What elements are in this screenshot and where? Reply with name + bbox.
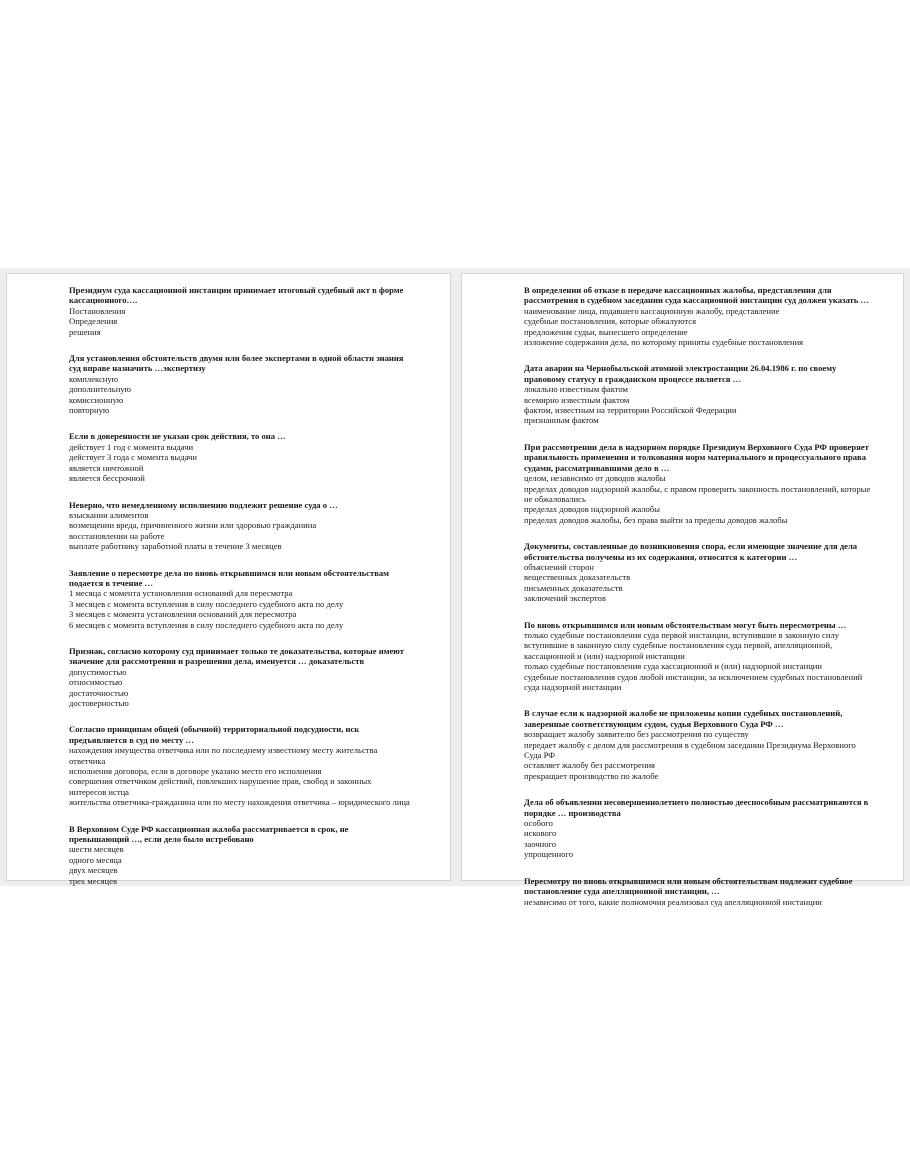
answer-option: вещественных доказательств	[524, 572, 631, 583]
question-block	[524, 541, 873, 603]
answer-option: фактом, известным на территории Российской Федерации	[524, 405, 737, 416]
question-block	[69, 568, 410, 630]
answer-option: нахождения имущества ответчика или по последнему известному месту жительства ответчика	[69, 745, 378, 766]
answer-option: комплексную	[69, 373, 119, 384]
question-block	[524, 876, 873, 907]
question-text: В случае если к надзорной жалобе не приложены копии судебных постановлений, заверенные соответствующим судом, судья Верховного Суда РФ …	[524, 708, 843, 729]
question-block	[69, 500, 410, 552]
answer-option: исполнения договора, если в договоре указано место его исполнения	[69, 766, 322, 777]
answer-option: всемирно известным фактом	[524, 394, 630, 405]
answer-option: 3 месяцев с момента установления оснований для пересмотра	[69, 609, 297, 620]
answer-option: заключений экспертов	[524, 593, 606, 604]
answer-option: передает жалобу с делом для рассмотрения в судебном заседании Президиума Верховного Суда РФ	[524, 739, 856, 761]
question-text: Заявление о пересмотре дела по вновь открывшимся или новым обстоятельствам подается в течение …	[69, 567, 390, 588]
answer-option: предложения судьи, вынесшего определение	[524, 326, 688, 337]
answer-option: только судебные постановления суда первой инстанции, вступившие в законную силу	[524, 629, 840, 640]
answer-option: действует 3 года с момента выдачи	[69, 452, 197, 463]
answer-option: действует 1 год с момента выдачи	[69, 441, 194, 452]
answer-option: наименование лица, подавшего кассационную жалобу, представление	[524, 305, 780, 316]
question-text: Пересмотру по вновь открывшимся или новым обстоятельствам подлежит судебное постановление суда апелляционной инстанции, …	[524, 875, 853, 897]
question-block	[69, 353, 410, 415]
answer-option: решения	[69, 326, 101, 337]
question-text: Согласно принципам общей (обычной) территориальной подсудности, иск предъявляется в суд по месту …	[69, 724, 360, 745]
answer-option: судебные постановления, которые обжалуются	[524, 316, 697, 327]
page-left	[6, 273, 451, 886]
answer-option: возмещении вреда, причиненного жизни или здоровью гражданина	[69, 520, 317, 531]
answer-option: достоверностью	[69, 698, 129, 708]
answer-option: пределах доводов надзорной жалобы, с правом проверить законность постановлений, которые не обжаловались	[524, 483, 871, 504]
question-text: Дела об объявлении несовершеннолетнего полностью дееспособным рассматриваются в порядке … производства	[524, 797, 869, 818]
answer-option: относимостью	[69, 677, 123, 688]
question-text: При рассмотрении дела в надзорном порядке Президиум Верховного Суда РФ проверяет правильность применения и толкования норм материального и процессуального права судами, рассматривавшими дело в …	[524, 441, 869, 473]
answer-option: пределах доводов жалобы, без права выйти за пределы доводов жалобы	[524, 514, 788, 525]
answer-option: целом, независимо от доводов жалобы	[524, 473, 666, 484]
answer-option: возвращает жалобу заявителю без рассмотрения по существу	[524, 729, 749, 740]
answer-option: 1 месяца с момента установления оснований для пересмотра	[69, 588, 293, 599]
answer-option: только судебные постановления суда кассационной и (или) надзорной инстанции	[524, 661, 823, 672]
answer-option: прекращает производство по жалобе	[524, 770, 659, 781]
question-text: Признак, согласно которому суд принимает только те доказательства, которые имеют значение для рассмотрения и разрешения дела, именуется … доказательств	[69, 645, 404, 667]
answer-option: независимо от того, какие полномочия реализовал суд апелляционной инстанции	[524, 896, 822, 907]
answer-option: шести месяцев	[69, 844, 124, 855]
answer-option: письменных доказательств	[524, 582, 623, 593]
question-block	[524, 442, 873, 525]
answer-option: объяснений сторон	[524, 561, 594, 572]
question-block	[69, 285, 410, 337]
answer-option: дополнительную	[69, 384, 132, 395]
question-block	[524, 620, 873, 693]
answer-option: выплате работнику заработной платы в течение 3 месяцев	[69, 541, 282, 552]
answer-option: совершения ответчиком действий, повлекших нарушение прав, свобод и законных интересов истца	[69, 776, 372, 797]
answer-option: упрощенного	[524, 849, 574, 860]
answer-option: Определения	[69, 316, 118, 327]
question-block	[69, 724, 410, 807]
question-block	[524, 285, 873, 347]
question-block	[69, 431, 410, 483]
answer-option: комиссионную	[69, 394, 124, 405]
answer-option: достаточностью	[69, 687, 129, 698]
answer-option: особого	[524, 818, 553, 829]
answer-option: является ничтожной	[69, 462, 144, 473]
question-block	[524, 797, 873, 859]
answer-option: судебные постановления судов любой инстанции, за исключением судебных постановлений суда надзорной инстанции	[524, 671, 863, 692]
answer-option: изложение содержания дела, по которому приняты судебные постановления	[524, 337, 804, 348]
question-text: Неверно, что немедленному исполнению подлежит решение суда о …	[69, 499, 338, 510]
page-right	[461, 273, 904, 907]
question-block	[524, 363, 873, 425]
answer-option: является бессрочной	[69, 473, 145, 484]
answer-option: взыскании алиментов	[69, 509, 149, 520]
answer-option: повторную	[69, 405, 110, 416]
question-text: В определении об отказе в передаче кассационных жалобы, представления для рассмотрения в судебном заседании суда кассационной инстанции суд должен указать …	[524, 285, 870, 306]
answer-option: пределах доводов надзорной жалобы	[524, 504, 660, 515]
question-text: В Верховном Суде РФ кассационная жалоба рассматривается в срок, не превышающий …, если дело было истребовано	[69, 823, 349, 845]
answer-option: оставляет жалобу без рассмотрения	[524, 760, 656, 771]
question-block	[524, 708, 873, 781]
answer-option: 3 месяцев с момента вступления в силу последнего судебного акта по делу	[69, 598, 344, 609]
question-text: Для установления обстоятельств двумя или более экспертами в одной области знания суд вправе назначить …экспертизу	[69, 353, 404, 374]
answer-option: локально известным фактом	[524, 384, 628, 395]
answer-option: восстановлении на работе	[69, 530, 165, 541]
question-text: Дата аварии на Чернобыльской атомной электростанции 26.04.1986 г. по своему правовому статусу в гражданском процессе является …	[524, 363, 837, 384]
answer-option: допустимостью	[69, 666, 127, 677]
answer-option: Постановления	[69, 305, 126, 316]
question-block	[69, 646, 410, 708]
answer-option: жительства ответчика-гражданина или по месту нахождения ответчика – юридического лица	[69, 797, 410, 808]
answer-option: заочного	[524, 838, 557, 849]
question-text: Если в доверенности не указан срок действия, то она …	[69, 431, 286, 442]
answer-option: искового	[524, 828, 557, 839]
question-text: Президиум суда кассационной инстанции принимает итоговый судебный акт в форме кассационного….	[69, 285, 404, 306]
answer-option: 6 месяцев с момента вступления в силу последнего судебного акта по делу	[69, 619, 344, 630]
answer-option: признанным фактом	[524, 415, 599, 426]
answer-option: вступившие в законную силу судебные постановления суда первой, апелляционной, кассационной и (или) надзорной инстанции	[524, 640, 833, 661]
question-text: Документы, составленные до возникновения спора, если имеющие значение для дела обстоятельства получены из их содержания, относятся к категории …	[524, 541, 858, 562]
answer-option: одного месяца	[69, 854, 122, 865]
question-block	[69, 824, 410, 886]
answer-option: двух месяцев	[69, 865, 118, 876]
answer-option: трех месяцев	[69, 875, 118, 886]
question-text: По вновь открывшимся или новым обстоятельствам могут быть пересмотрены …	[524, 619, 847, 630]
